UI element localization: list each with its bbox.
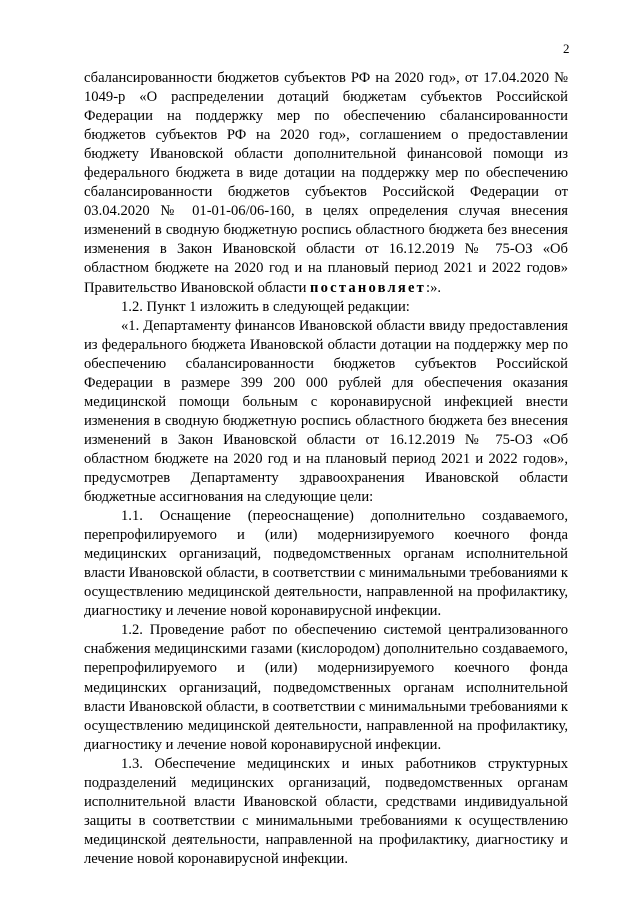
page-number: 2 (563, 41, 570, 56)
intro-paragraph (84, 69, 568, 298)
subitem-1-2: 1.2. Проведение работ по обеспечению системой централизованного снабжения медицинскими газами (кислородом) дополнительно создаваемого, перепрофилируемого и (или) модернизируемого коечного фонда медицинских организаций, подведомственных органам исполнительной власти Ивановской области, в соответствии с минимальными требованиями к осуществлению медицинской деятельности, направленной на профилактику, диагностику и лечение новой коронавирусной инфекции. (84, 622, 568, 753)
decree-tail: :». (426, 279, 442, 296)
intro-text: сбалансированности бюджетов субъектов РФ на 2020 год», от 17.04.2020 № 1049-р «О распределении дотаций бюджетам субъектов Российской Федерации на поддержку мер по обеспечению сбалансированности бюджетов субъектов РФ на 2020 год», соглашением о предоставлении бюджету Ивановской области дополнительной финансовой помощи из федерального бюджета в виде дотации на поддержку мер по обеспечению сбалансированности бюджетов субъектов Российской Федерации от 03.04.2020 № 01-01-06/06-160, в целях определения случая внесения изменений в сводную бюджетную роспись областного бюджета без внесения изменения в Закон Ивановской области от 16.12.2019 № 75-ОЗ «Об областном бюджете на 2020 год и на плановый период 2021 и 2022 годов» Правительство Ивановской области (84, 70, 568, 296)
decree-word: постановляет (310, 279, 427, 296)
subitem-1-3: 1.3. Обеспечение медицинских и иных работников структурных подразделений медицинских организаций, подведомственных органам исполнительной власти Ивановской области, средствами индивидуальной защиты в соответствии с минимальными требованиями к осуществлению медицинской деятельности, направленной на профилактику, диагностику и лечение новой коронавирусной инфекции. (84, 755, 568, 867)
item-1-paragraph: «1. Департаменту финансов Ивановской области ввиду предоставления из федерального бюджета Ивановской области дотации на поддержку мер по обеспечению сбалансированности бюджетов субъектов Российской Федерации в размере 399 200 000 рублей для обеспечения оказания медицинской помощи больным с коронавирусной инфекцией внести изменения в сводную бюджетную роспись областного бюджета без внесения изменений в Закон Ивановской области от 16.12.2019 № 75-ОЗ «Об областном бюджете на 2020 год и на плановый период 2021 и 2022 годов», предусмотрев Департаменту здравоохранения Ивановской области бюджетные ассигнования на следующие цели: (84, 317, 568, 506)
subitem-1-1: 1.1. Оснащение (переоснащение) дополнительно создаваемого, перепрофилируемого и (или) модернизируемого коечного фонда медицинских организаций, подведомственных органам исполнительной власти Ивановской области, в соответствии с минимальными требованиями к осуществлению медицинской деятельности, направленной на профилактику, диагностику и лечение новой коронавирусной инфекции. (84, 508, 568, 620)
document-body (84, 69, 568, 869)
item-1-2-intro: 1.2. Пункт 1 изложить в следующей редакции: (121, 298, 410, 315)
